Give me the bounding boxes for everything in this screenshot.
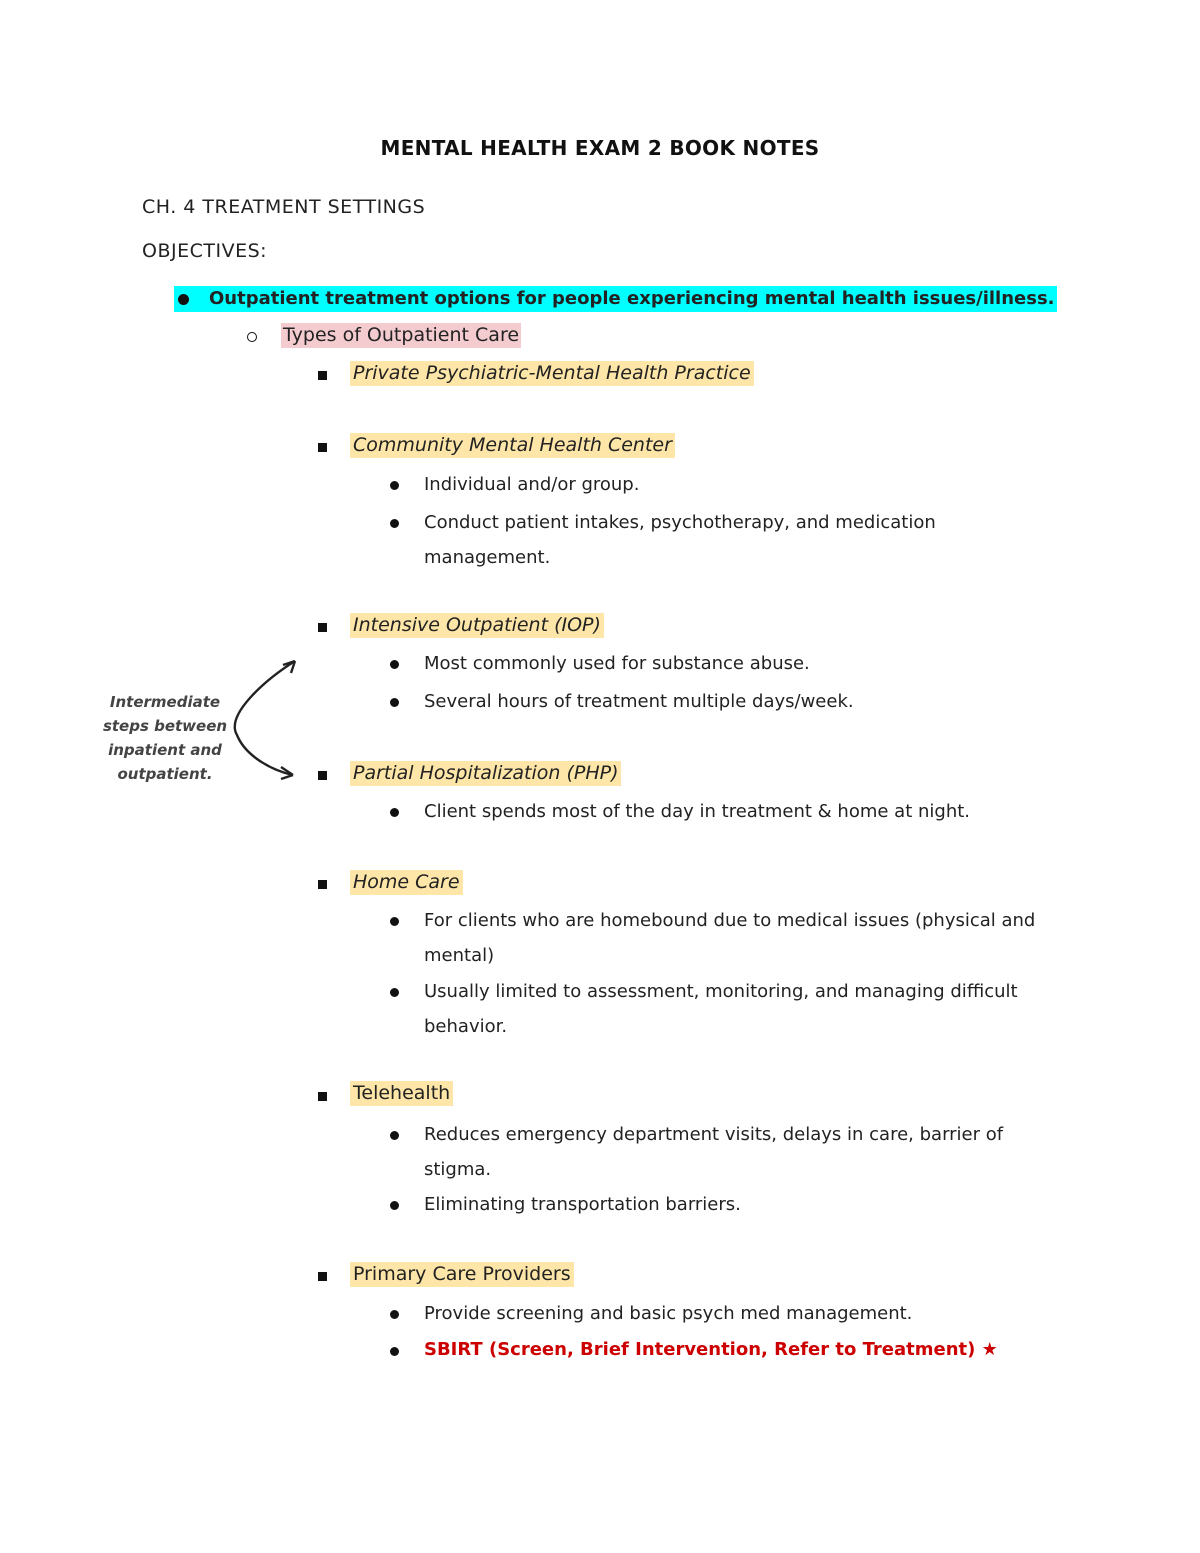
bullet-dot-icon [390,660,399,669]
page-title: MENTAL HEALTH EXAM 2 BOOK NOTES [380,136,820,160]
section-title: Community Mental Health Center [350,433,675,458]
bullet-dot-icon [390,988,399,997]
section-title: Intensive Outpatient (IOP) [350,613,604,638]
bullet-dot-icon [390,1201,399,1210]
main-objective: Outpatient treatment options for people experiencing mental health issues/illness. [174,286,1057,312]
section-title: Primary Care Providers [350,1262,574,1287]
bullet-dot-icon [390,808,399,817]
list-item: Client spends most of the day in treatment & home at night. [424,801,971,822]
bullet-square-icon [318,1092,327,1101]
bullet-square-icon [318,443,327,452]
curved-arrow-icon [225,655,305,785]
bullet-dot-icon [390,698,399,707]
bullet-dot-icon [178,294,189,305]
side-note: Intermediate steps between inpatient and outpatient. [102,693,228,783]
bullet-square-icon [318,1272,327,1281]
bullet-square-icon [318,623,327,632]
list-item: For clients who are homebound due to medical issues (physical and mental) [424,910,1036,966]
bullet-dot-icon [390,1131,399,1140]
bullet-square-icon [318,371,327,380]
list-item: Eliminating transportation barriers. [424,1194,741,1215]
sub-heading: Types of Outpatient Care [283,324,520,346]
section-title: Private Psychiatric-Mental Health Practice [350,361,754,386]
bullet-dot-icon [390,1310,399,1319]
list-item: Most commonly used for substance abuse. [424,653,810,674]
chapter-heading: CH. 4 TREATMENT SETTINGS [142,196,426,218]
sbirt-highlight: SBIRT (Screen, Brief Intervention, Refer to Treatment) ★ [424,1339,998,1360]
objectives-label: OBJECTIVES: [142,240,268,262]
bullet-ring-icon [247,332,257,342]
bullet-dot-icon [390,917,399,926]
list-item: Several hours of treatment multiple days/week. [424,691,854,712]
bullet-dot-icon [390,481,399,490]
bullet-square-icon [318,880,327,889]
bullet-dot-icon [390,519,399,528]
section-title: Telehealth [350,1081,453,1106]
list-item: Individual and/or group. [424,474,640,495]
section-title: Home Care [350,870,463,895]
list-item: Reduces emergency department visits, delays in care, barrier of stigma. [424,1124,1004,1180]
bullet-square-icon [318,771,327,780]
list-item: Usually limited to assessment, monitoring, and managing difficult behavior. [424,981,1018,1037]
section-title: Partial Hospitalization (PHP) [350,761,621,786]
bullet-dot-icon [390,1347,399,1356]
list-item: Provide screening and basic psych med management. [424,1303,913,1324]
list-item: Conduct patient intakes, psychotherapy, and medication management. [424,512,936,568]
